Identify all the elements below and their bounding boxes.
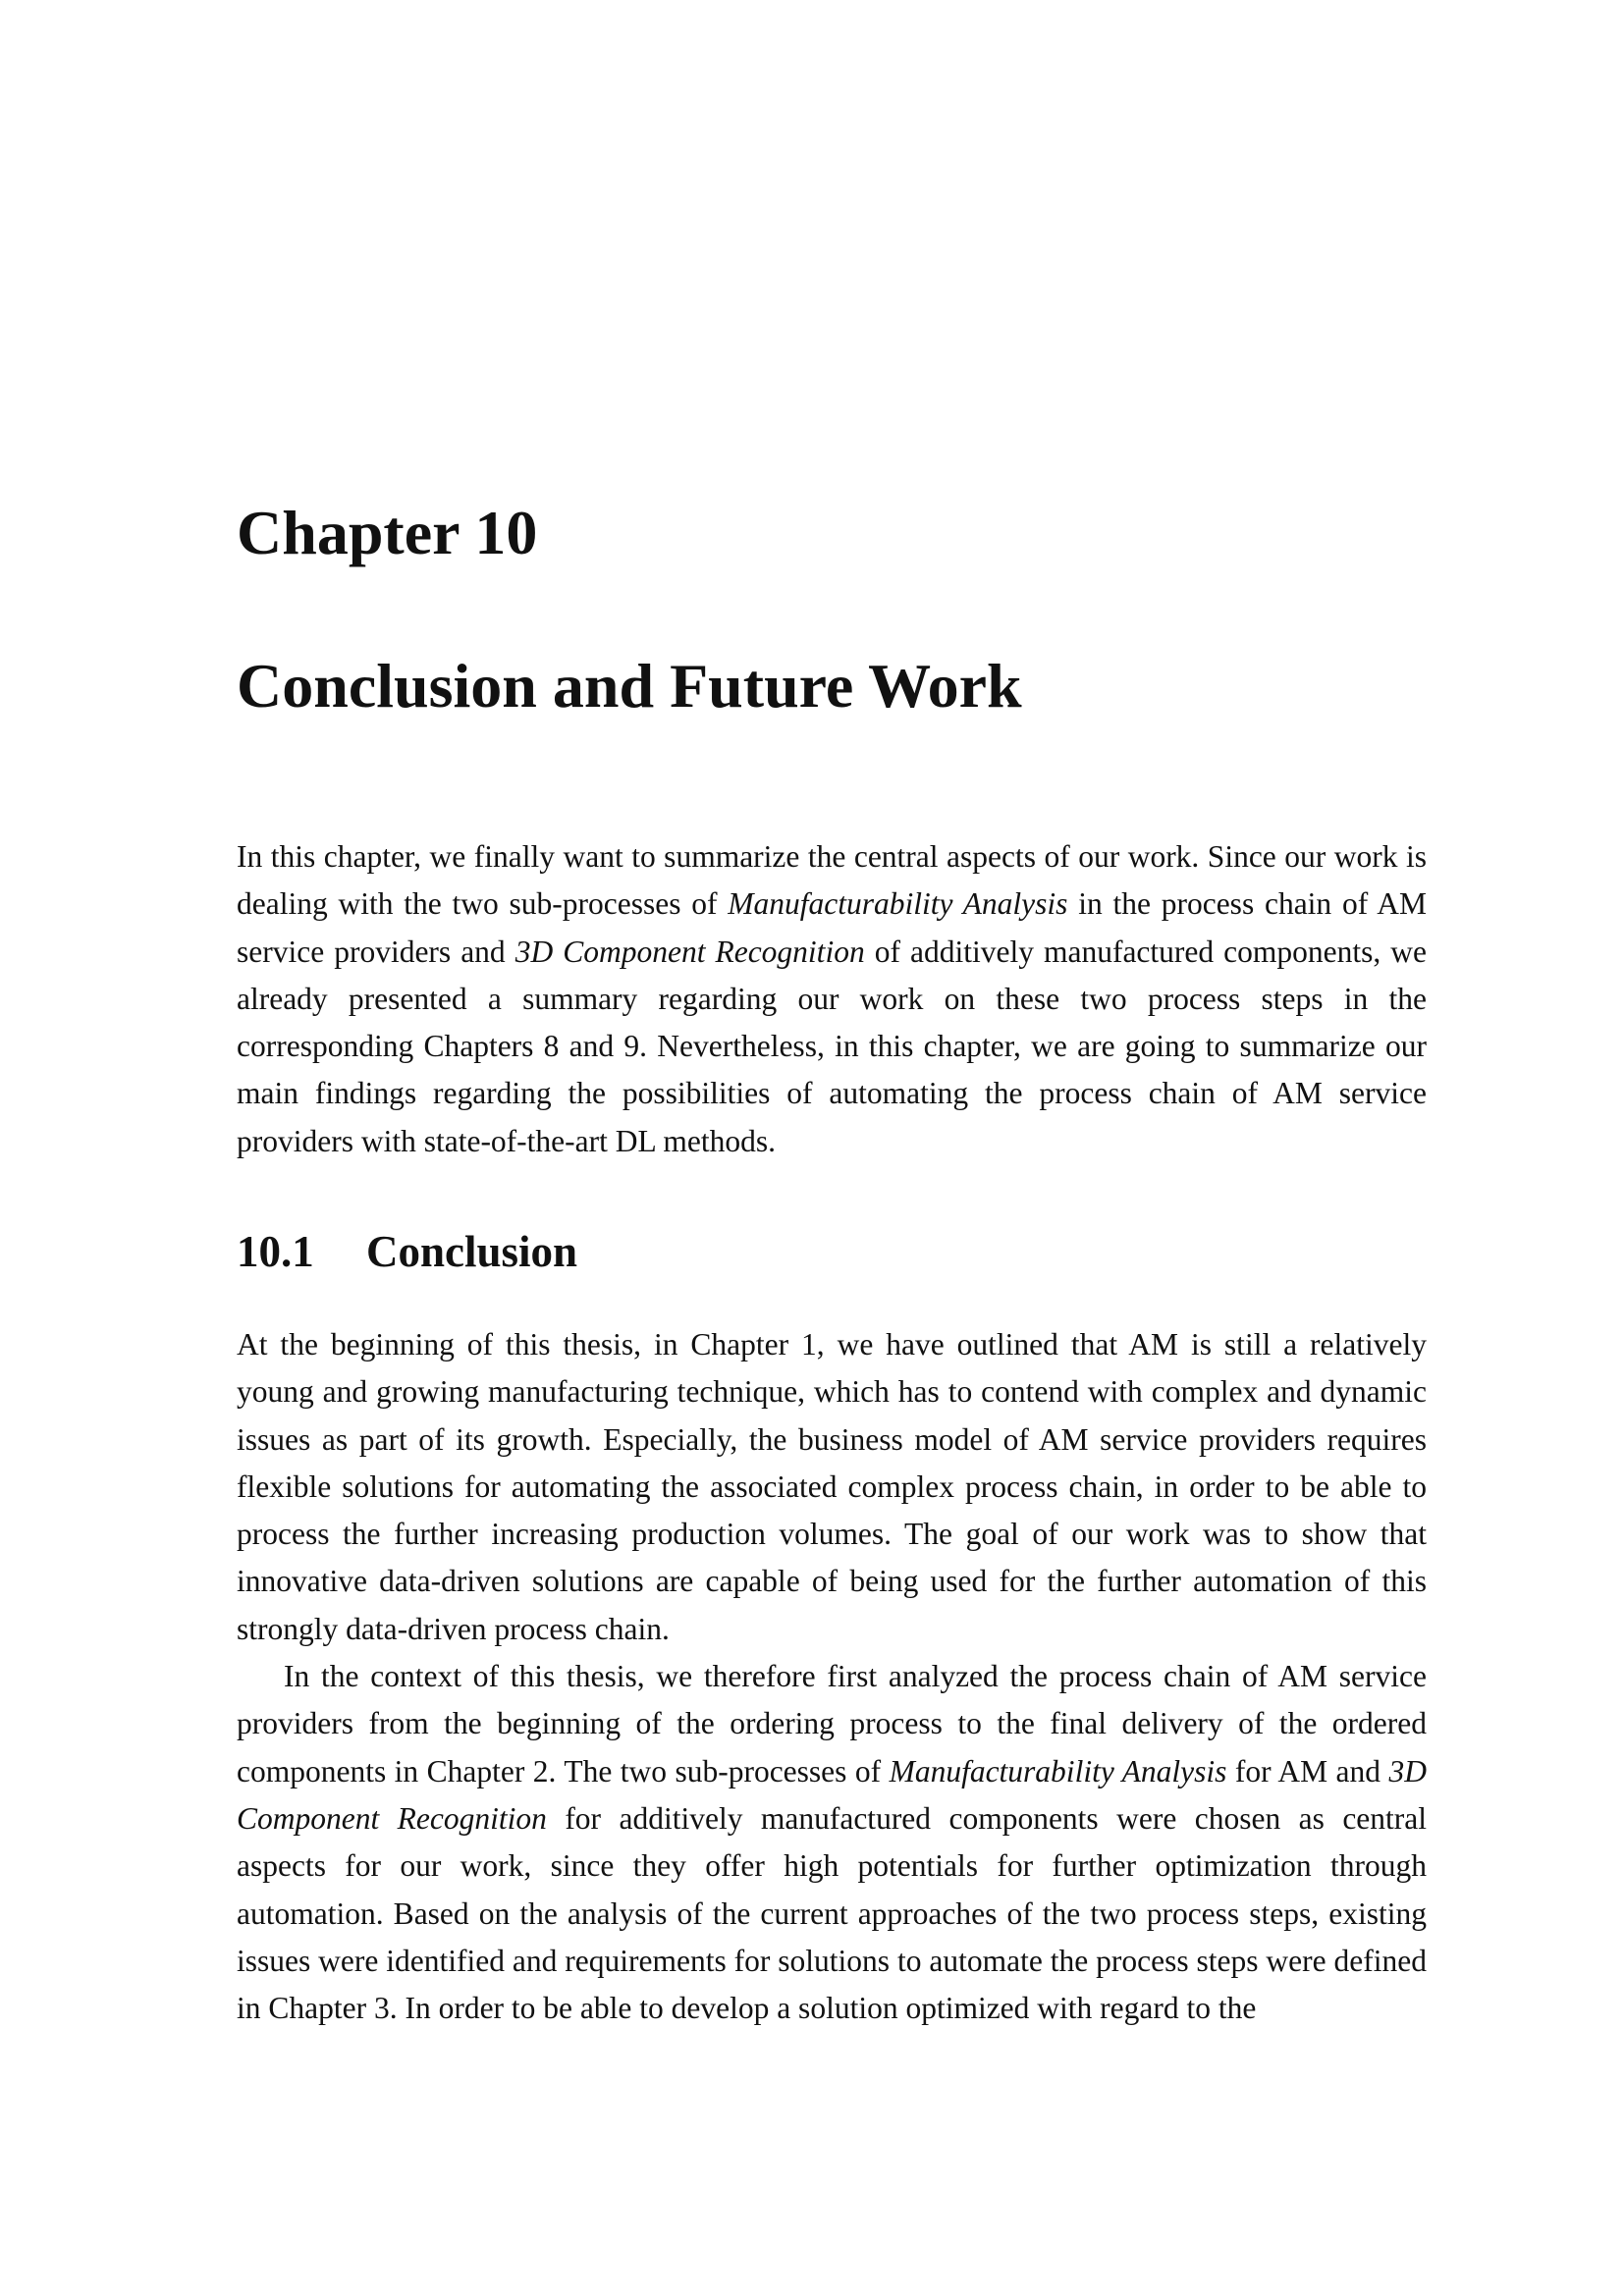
section-heading — [237, 1225, 577, 1278]
intro-emphasis-manufacturability: Manufacturability Analysis — [728, 886, 1068, 922]
intro-section — [237, 833, 1427, 1165]
intro-text-3: of additively manufactured components, we already presented a summary regarding our work on these two process steps in the corresponding Chapters 8 and 9. Nevertheless, in this chapter, we are going to summarize our main findings regarding the possibilities of automating the process chain of AM service providers with state-of-the-art DL methods. — [237, 934, 1427, 1158]
intro-text-1: In this chapter, we finally want to summarize the central aspects of our work. Since our work is dealing with the two sub-processes of — [237, 839, 1427, 922]
section-title: Conclusion — [366, 1227, 578, 1276]
p2-emphasis-manufacturability: Manufacturability Analysis — [889, 1753, 1227, 1789]
intro-emphasis-recognition: 3D Component Recognition — [514, 934, 865, 969]
chapter-label: Chapter 10 — [237, 498, 538, 567]
section-number: 10.1 — [237, 1227, 314, 1276]
section-body — [237, 1321, 1427, 2032]
p2-emphasis-recognition: 3D Component Recognition — [237, 1753, 1427, 1836]
chapter-title: Conclusion and Future Work — [237, 651, 1022, 721]
conclusion-paragraph-2 — [237, 1653, 1427, 2032]
intro-paragraph — [237, 833, 1427, 1165]
p2-text-1: In the context of this thesis, we therefore first analyzed the process chain of AM service providers from the beginning of the ordering process to the final delivery of the ordered components in Chapter 2. The two sub-processes of — [237, 1659, 1427, 1789]
intro-text-2: in the process chain of AM service providers and — [237, 886, 1427, 969]
conclusion-paragraph-1: At the beginning of this thesis, in Chapter 1, we have outlined that AM is still a relatively young and growing manufacturing technique, which has to contend with complex and dynamic issues as part of its growth. Especially, the business model of AM service providers requires flexible solutions for automating the associated complex process chain, in order to be able to process the further increasing production volumes. The goal of our work was to show that innovative data-driven solutions are capable of being used for the further automation of this strongly data-driven process chain. — [237, 1327, 1427, 1646]
p2-text-3: for additively manufactured components were chosen as central aspects for our work, since they offer high potentials for further optimization through automation. Based on the analysis of the current approaches of the two process steps, existing issues were identified and requirements for solutions to automate the process steps were defined in Chapter 3. In order to be able to develop a solution optimized with regard to the — [237, 1800, 1427, 2026]
p2-text-2: for AM and — [1226, 1753, 1389, 1789]
